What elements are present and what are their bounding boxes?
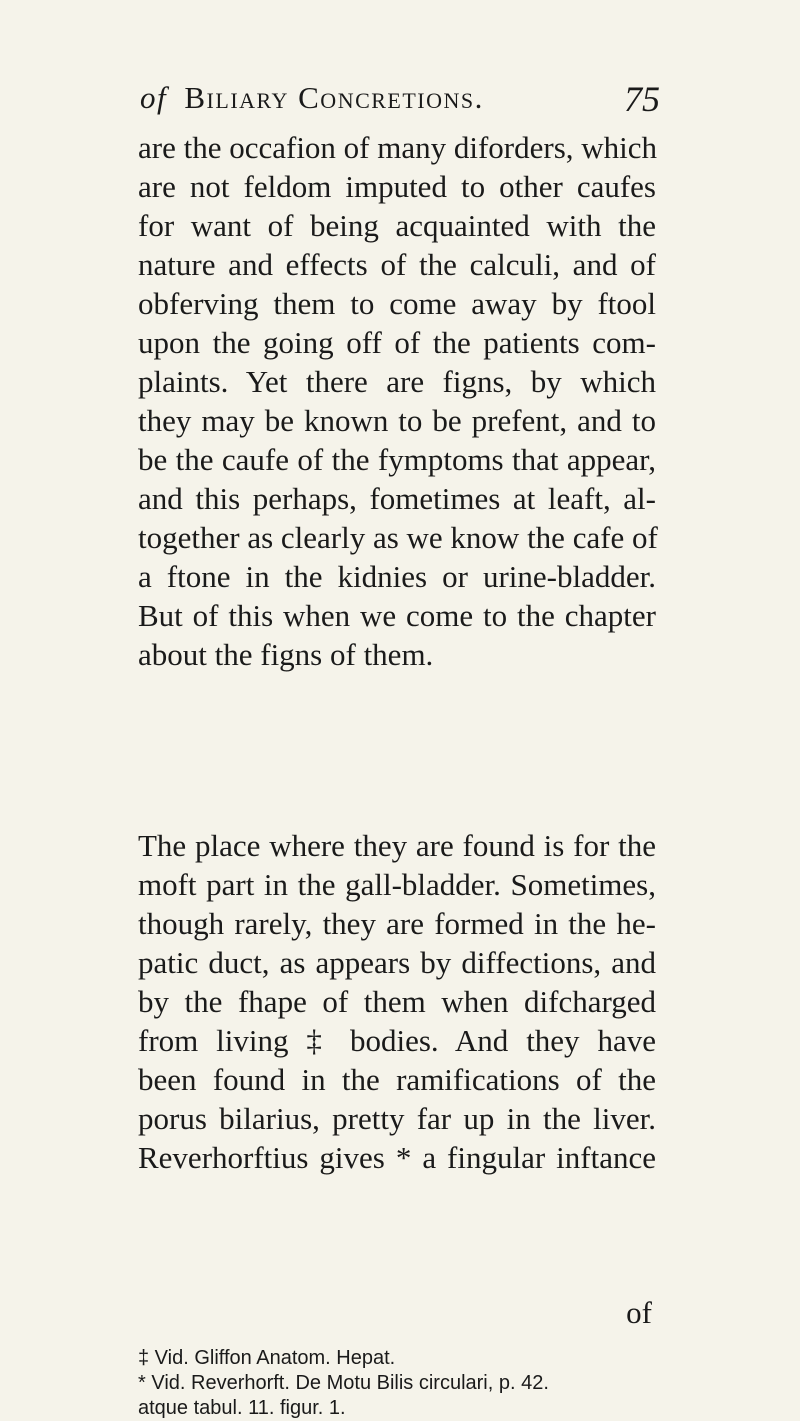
text-line: though rarely, they are formed in the he- [138,906,656,941]
text-line: be the caufe of the fymptoms that appear, [138,442,656,477]
text-line: nature and effects of the calculi, and of [138,247,656,282]
catchword: of [626,1295,652,1330]
footnote: ‡ Vid. Gliffon Anatom. Hepat. [138,1347,396,1369]
text-line: for want of being acquainted with the [138,208,656,243]
text-line: been found in the ramifications of the [138,1062,656,1097]
running-title [140,80,484,116]
text-line: The place where they are found is for the [138,828,656,863]
text-line: from living ‡ bodies. And they have [138,1023,656,1058]
text-line: Reverhorftius gives * a fingular inftance [138,1140,656,1175]
text-line: are not feldom imputed to other caufes [138,169,656,204]
text-line: patic duct, as appears by diffections, and [138,945,656,980]
text-line: by the fhape of them when difcharged [138,984,656,1019]
text-line: a ftone in the kidnies or urine-bladder. [138,559,656,594]
running-title-prefix: of [140,80,168,115]
footnotes [138,1346,658,1421]
text-line: they may be known to be prefent, and to [138,403,656,438]
text-line: upon the going off of the patients com- [138,325,656,360]
paragraph-2 [138,826,656,1177]
text-line: porus bilarius, pretty far up in the liver. [138,1101,656,1136]
page-number: 75 [624,79,660,119]
paragraph-1 [138,128,656,674]
text-line: and this perhaps, fometimes at leaft, al- [138,481,656,516]
footnote-continuation: atque tabul. 11. figur. 1. [138,1397,346,1419]
running-header [140,80,660,128]
running-title-text: Biliary Concretions. [184,80,484,115]
text-line: plaints. Yet there are figns, by which [138,364,656,399]
text-line: together as clearly as we know the cafe of [138,520,658,555]
text-line: are the occafion of many diforders, which [138,130,658,165]
text-line: obferving them to come away by ftool [138,286,656,321]
text-line: about the figns of them. [138,637,434,672]
text-line: But of this when we come to the chapter [138,598,656,633]
footnote: * Vid. Reverhorft. De Motu Bilis circulari, p. 42. [138,1372,549,1394]
text-line: moft part in the gall-bladder. Sometimes, [138,867,656,902]
